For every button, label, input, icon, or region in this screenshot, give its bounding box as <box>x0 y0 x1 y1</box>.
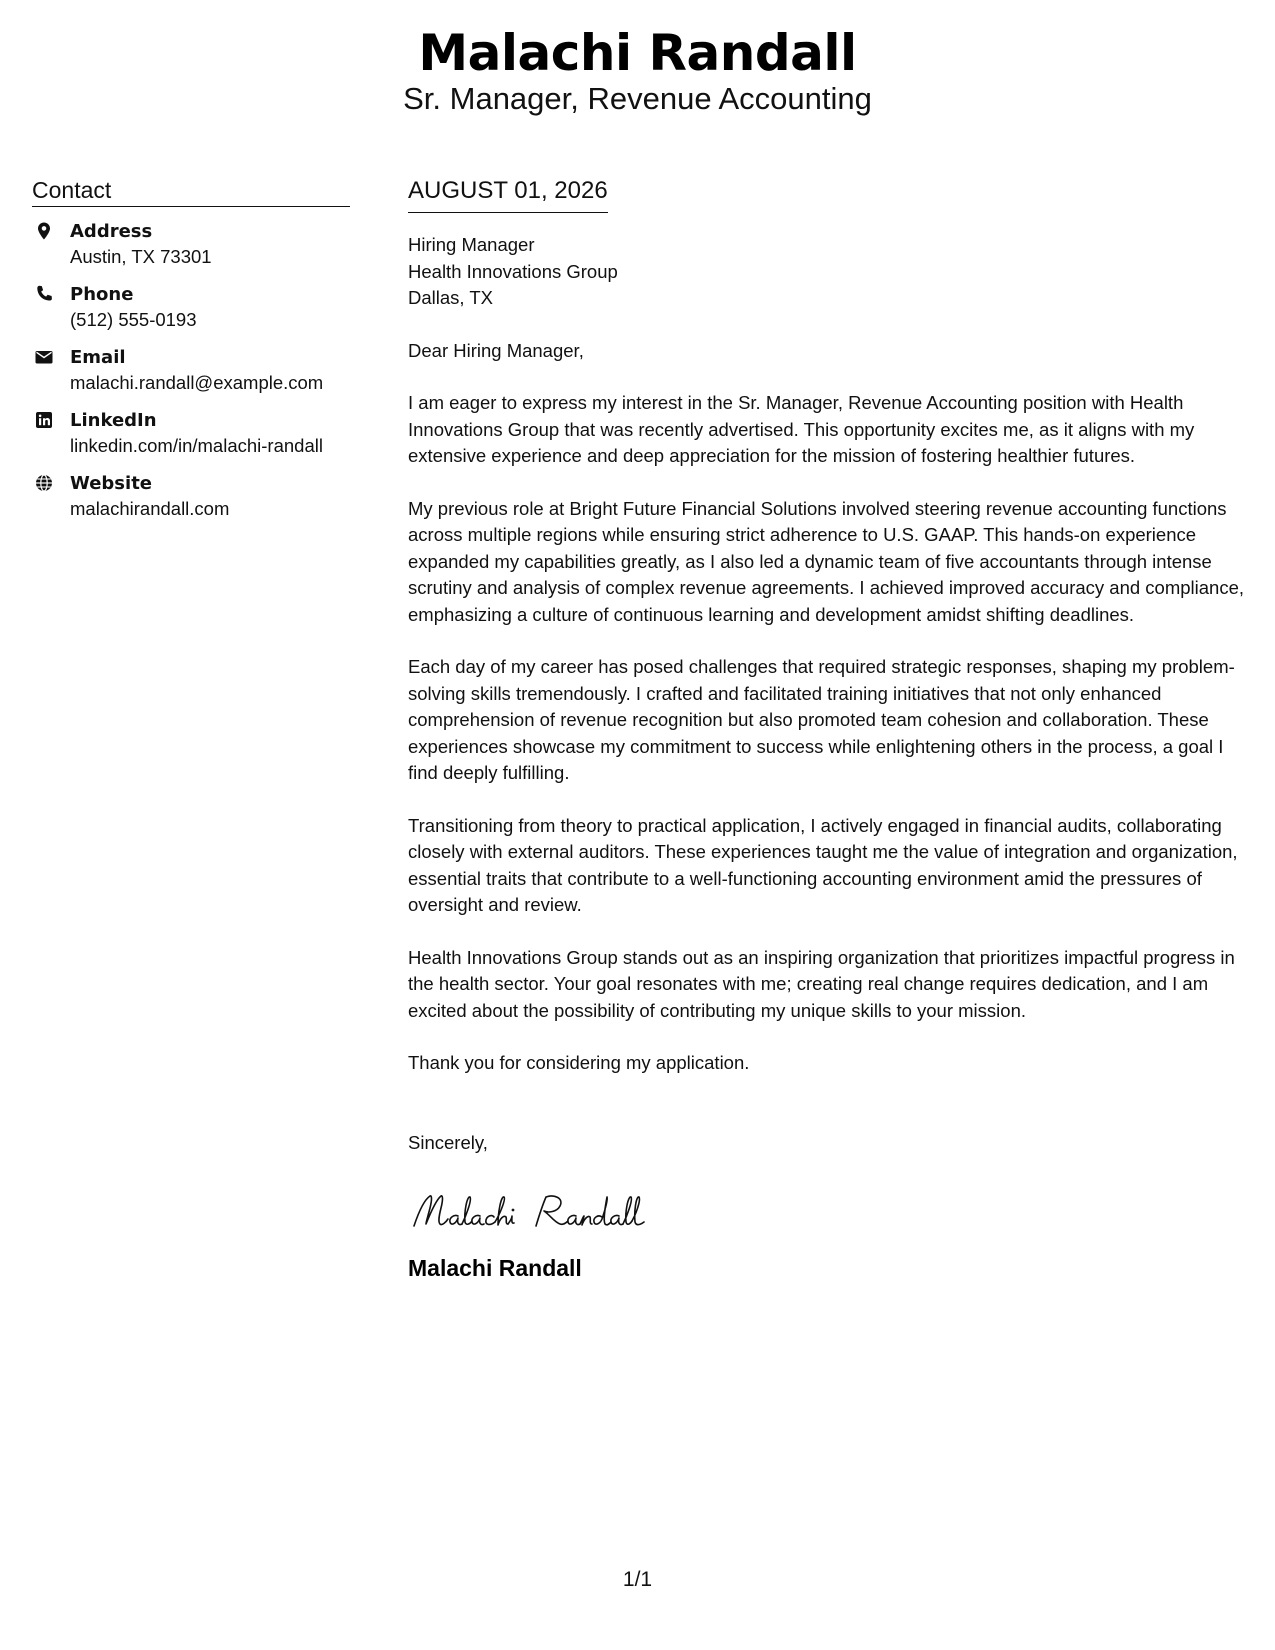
contact-label: Email <box>70 347 126 368</box>
salutation: Dear Hiring Manager, <box>408 339 584 361</box>
location-pin-icon <box>34 221 54 241</box>
email-value[interactable]: malachi.randall@example.com <box>70 372 324 393</box>
header <box>0 22 1275 118</box>
job-title: Sr. Manager, Revenue Accounting <box>403 81 872 116</box>
contact-sidebar <box>32 176 350 534</box>
body-paragraph: My previous role at Bright Future Financial Solutions involved steering revenue accounting functions across multiple regions while ensuring strict adherence to U.S. GAAP. This hands-on experience expanded my capabilities greatly, as I also led a dynamic team of five accountants through intense scrutiny and analysis of complex revenue agreements. I achieved improved accuracy and compliance, emphasizing a culture of continuous learning and development amidst shifting deadlines. <box>408 497 1245 625</box>
recipient-block <box>408 232 1248 312</box>
body-paragraph: Transitioning from theory to practical application, I actively engaged in financial audits, collaborating closely with external auditors. These experiences taught me the value of integration and organization, essential traits that contribute to a well-functioning accounting environment amid the pressures of oversight and review. <box>408 814 1238 915</box>
globe-icon <box>34 473 54 493</box>
contact-item-website <box>32 471 350 534</box>
contact-label: Website <box>70 473 153 494</box>
linkedin-icon <box>34 410 54 430</box>
handwritten-signature <box>408 1186 1248 1234</box>
contact-item-email <box>32 345 350 408</box>
phone-value: (512) 555-0193 <box>70 309 197 330</box>
recipient-line: Dallas, TX <box>408 287 493 308</box>
closing: Sincerely, <box>408 1131 488 1153</box>
contact-label: LinkedIn <box>70 410 157 431</box>
recipient-line: Health Innovations Group <box>408 260 618 282</box>
website-value[interactable]: malachirandall.com <box>70 498 230 519</box>
body-paragraph: Each day of my career has posed challenges that required strategic responses, shaping my problem-solving skills tremendously. I crafted and facilitated training initiatives that not only enhanced comprehension of revenue recognition but also promoted team cohesion and collaboration. These experiences showcase my commitment to success while enlightening others in the process, a goal I find deeply fulfilling. <box>408 656 1235 783</box>
contact-list <box>32 219 350 534</box>
body-paragraph: I am eager to express my interest in the Sr. Manager, Revenue Accounting position with Health Innovations Group that was recently advertised. This opportunity excites me, as it aligns with my extensive experience and deep appreciation for the mission of fostering healthier futures. <box>408 392 1195 466</box>
contact-heading: Contact <box>32 176 350 207</box>
contact-label: Address <box>70 221 153 242</box>
signer-name: Malachi Randall <box>408 1255 582 1281</box>
address-value: Austin, TX 73301 <box>70 246 212 267</box>
page-number: 1/1 <box>622 1568 653 1591</box>
phone-icon <box>34 284 54 304</box>
contact-item-phone <box>32 282 350 345</box>
contact-label: Phone <box>70 284 134 305</box>
letter-date: AUGUST 01, 2026 <box>408 176 608 213</box>
recipient-line: Hiring Manager <box>408 234 535 255</box>
contact-item-address <box>32 219 350 282</box>
body-paragraph: Thank you for considering my application. <box>408 1052 750 1073</box>
body-paragraph: Health Innovations Group stands out as an inspiring organization that prioritizes impactful progress in the health sector. Your goal resonates with me; creating real change requires dedication, and I am excited about the possibility of contributing my unique skills to your mission. <box>408 946 1235 1021</box>
contact-item-linkedin <box>32 408 350 471</box>
applicant-name: Malachi Randall <box>418 24 857 82</box>
letter-body <box>408 176 1248 1282</box>
envelope-icon <box>34 347 54 367</box>
linkedin-value[interactable]: linkedin.com/in/malachi-randall <box>70 435 323 456</box>
